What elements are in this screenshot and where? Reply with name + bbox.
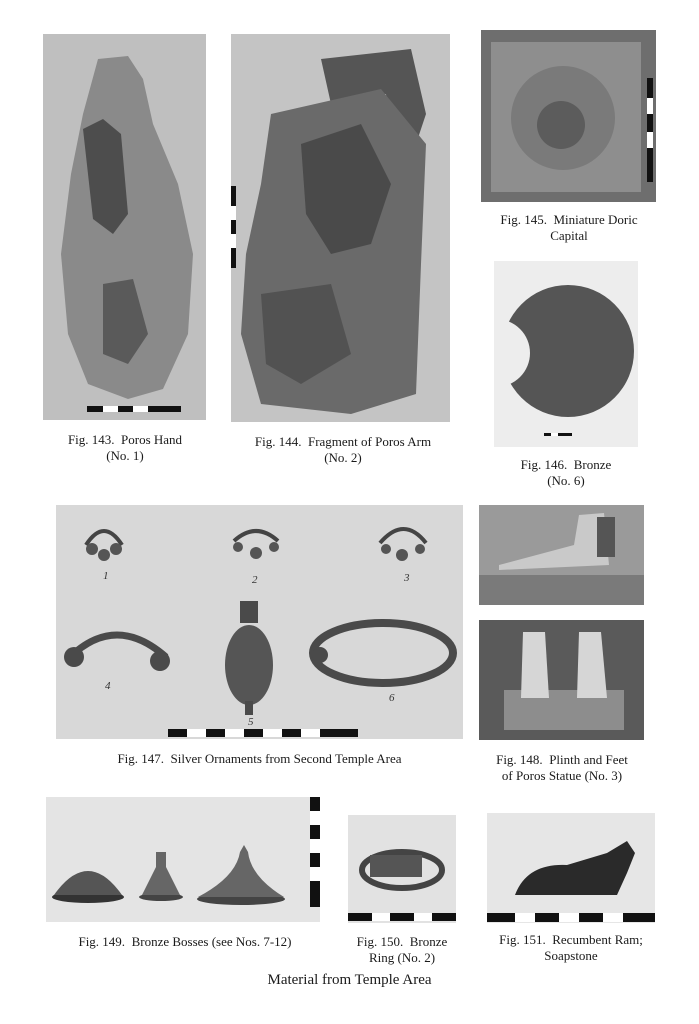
fig-148-photo-front: [479, 620, 644, 740]
fig-149-caption: Fig. 149. Bronze Bosses (see Nos. 7-12): [78, 934, 292, 949]
ornament-number: 1: [103, 570, 109, 582]
ornament-number: 5: [248, 716, 254, 728]
ornament-number: 4: [105, 680, 111, 692]
fig-144-photo: [231, 34, 450, 422]
fig-146-caption: Fig. 146. Bronze (No. 6): [520, 457, 612, 488]
fig-148-caption: Fig. 148. Plinth and Feet of Poros Statue (No. 3): [496, 752, 628, 783]
fig-147-caption: Fig. 147. Silver Ornaments from Second Temple Area: [117, 751, 402, 766]
plate-title: Material from Temple Area: [267, 972, 432, 988]
fig-147-photo: [56, 505, 463, 739]
fig-143-photo: [43, 34, 206, 420]
fig-151-caption: Fig. 151. Recumbent Ram; Soapstone: [499, 932, 643, 963]
ornament-number: 6: [389, 692, 395, 704]
fig-148-photo-side: [479, 505, 644, 605]
ornament-number: 2: [252, 574, 258, 586]
fig-151-photo: [487, 813, 655, 923]
fig-146-photo: [494, 261, 638, 447]
fig-143-caption: Fig. 143. Poros Hand (No. 1): [67, 432, 183, 463]
fig-144-caption: Fig. 144. Fragment of Poros Arm (No. 2): [254, 434, 432, 465]
fig-150-photo: [348, 815, 456, 923]
fig-149-photo: [46, 797, 320, 922]
fig-145-photo: [481, 30, 656, 202]
ornament-number: 3: [404, 572, 410, 584]
fig-150-caption: Fig. 150. Bronze Ring (No. 2): [356, 934, 448, 965]
fig-145-caption: Fig. 145. Miniature Doric Capital: [500, 212, 638, 243]
